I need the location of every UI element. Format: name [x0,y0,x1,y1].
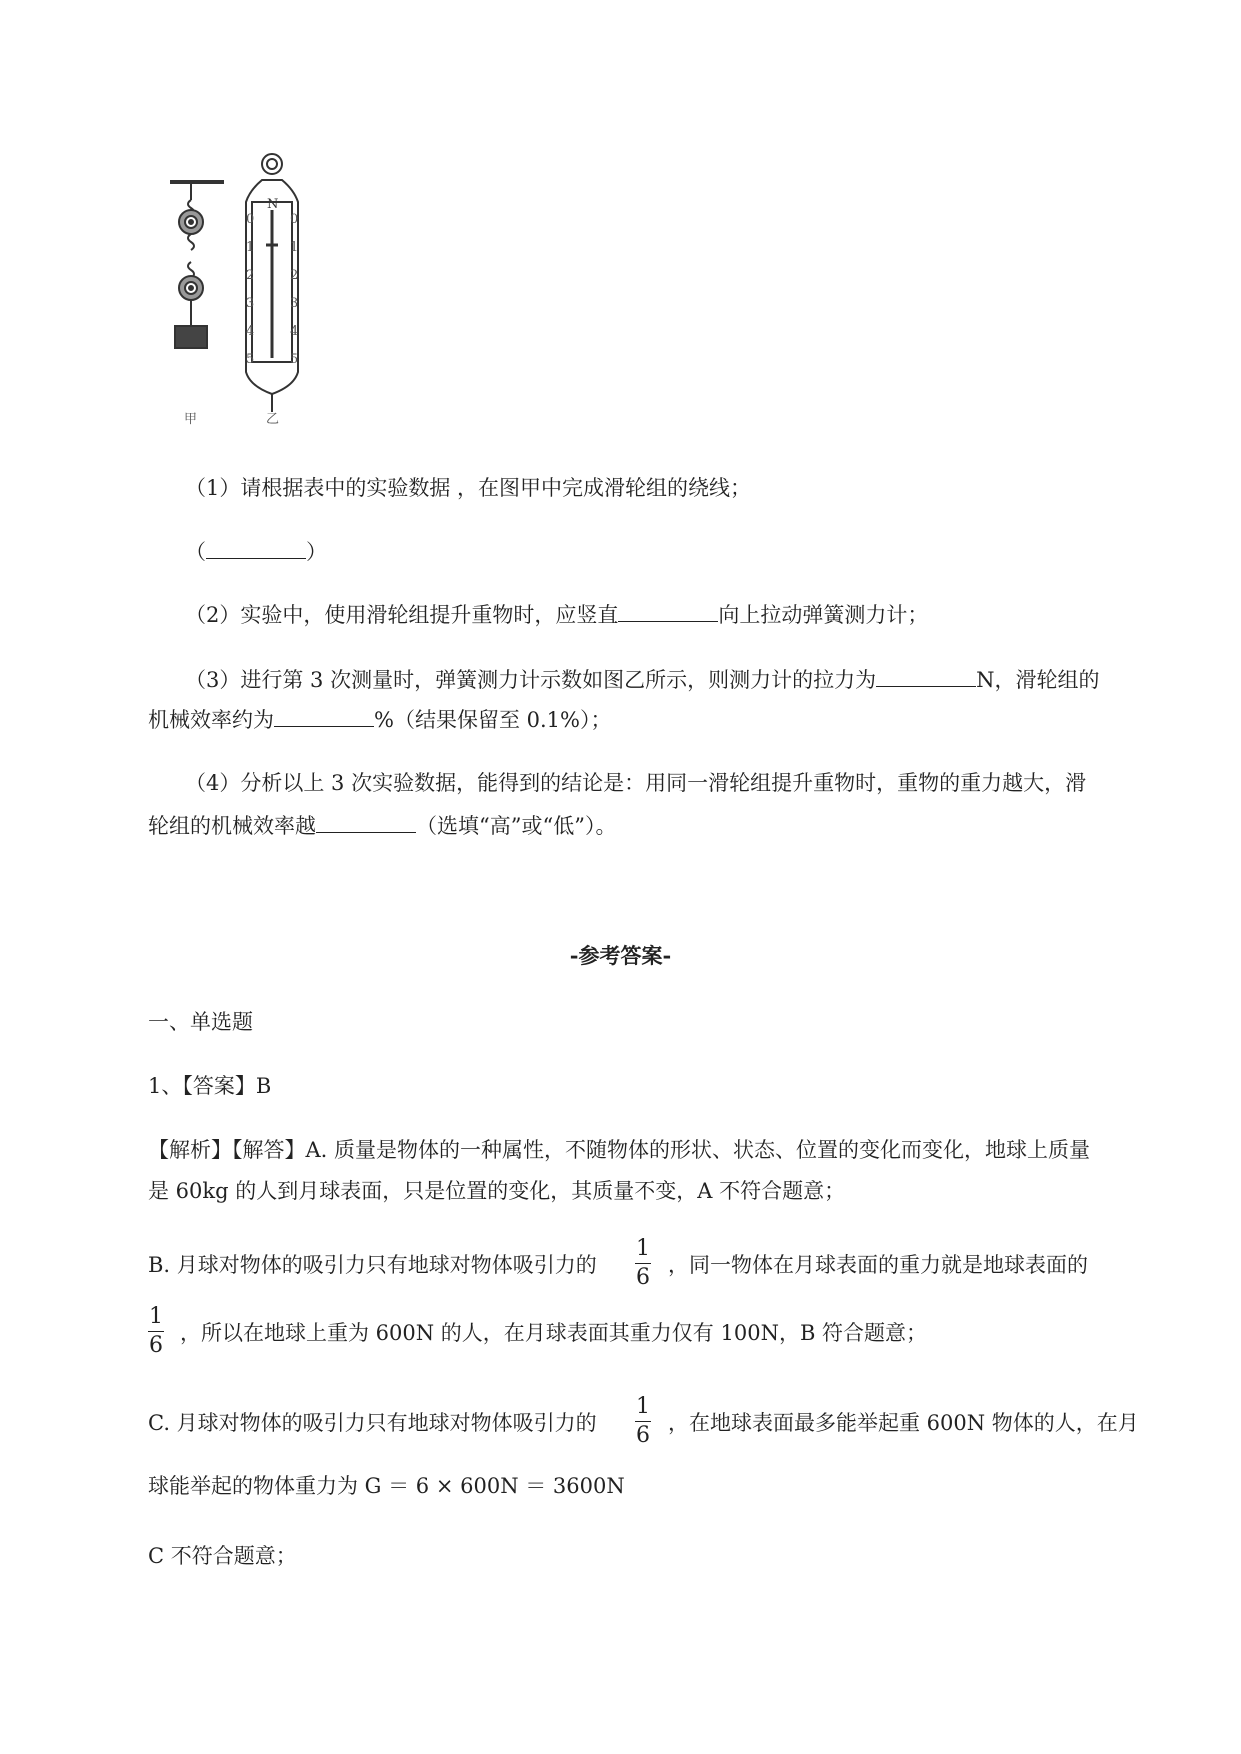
answers-title: -参考答案- [569,943,672,968]
answer-blank-3[interactable] [876,660,976,687]
tick-right-0: 0 [290,212,299,227]
tick-right-1: 1 [290,240,299,255]
answers-section-heading: 一、单选题 [148,1010,253,1034]
analysis-line-2: 是 60kg 的人到月球表面，只是位置的变化，其质量不变，A 不符合题意； [148,1179,846,1203]
fraction-one-sixth-b2 [145,1303,167,1360]
figure-label-yi: 乙 [266,412,280,427]
answer-item-1: 1、【答案】B [148,1074,272,1098]
fraction-numerator: 1 [636,1236,650,1261]
tick-left-4: 4 [246,324,255,339]
tick-left-1: 1 [246,240,255,255]
answer-blank-4[interactable] [274,700,374,727]
fraction-one-sixth-c [632,1393,654,1450]
question-3-before: （3）进行第 3 次测量时，弹簧测力计示数如图乙所示，则测力计的拉力为 [185,668,877,692]
question-2-after: 向上拉动弹簧测力计； [718,603,929,627]
fraction-denominator: 6 [636,1265,650,1290]
question-1: （1）请根据表中的实验数据 ，在图甲中完成滑轮组的绕线； [185,476,752,500]
pulley-group-jia [170,182,224,348]
analysis-line-1: 【解析】【解答】A. 质量是物体的一种属性，不随物体的形状、状态、位置的变化而变化，地球上质量 [148,1138,1091,1162]
answer-blank-2[interactable] [618,595,718,622]
question-1-answer [185,532,1185,570]
option-b-line-1-before: B. 月球对物体的吸引力只有地球对物体吸引力的 [148,1253,597,1277]
tick-right-3: 3 [290,296,299,311]
figure-label-jia: 甲 [184,412,198,427]
option-c-line-2: 球能举起的物体重力为 G ＝ 6 × 600N ＝ 3600N [148,1474,625,1498]
option-c-line-3: C 不符合题意； [148,1544,297,1568]
tick-left-5: 5 [246,352,255,367]
tick-left-3: 3 [246,296,255,311]
tick-right-5: 5 [290,352,299,367]
fraction-denominator: 6 [149,1333,163,1358]
option-b-line-2: ，所以在地球上重为 600N 的人，在月球表面其重力仅有 100N，B 符合题意； [180,1321,928,1345]
question-4-line-1: （4）分析以上 3 次实验数据，能得到的结论是：用同一滑轮组提升重物时，重物的重力越大，滑 [185,771,1087,795]
option-c-line-1-after: ，在地球表面最多能举起重 600N 物体的人，在月 [668,1411,1139,1435]
experiment-figure [170,150,350,430]
scale-unit-label: N [267,197,279,212]
question-3-line-1 [185,660,1185,698]
question-2 [185,595,1185,633]
paren-open: （ [185,540,206,564]
question-2-before: （2）实验中，使用滑轮组提升重物时，应竖直 [185,603,619,627]
answer-blank-1[interactable] [206,532,306,559]
question-3-line-2-after: %（结果保留至 0.1%）； [374,708,612,732]
fraction-numerator: 1 [149,1304,163,1329]
question-3-line-2-before: 机械效率约为 [148,708,274,732]
tick-right-2: 2 [290,268,299,283]
tick-left-2: 2 [246,268,255,283]
fraction-one-sixth-b1 [632,1235,654,1292]
option-c-line-1-before: C. 月球对物体的吸引力只有地球对物体吸引力的 [148,1411,597,1435]
paren-close: ） [306,540,327,564]
spring-scale-yi [246,154,298,412]
pulley-and-scale-drawing [170,150,350,430]
fraction-denominator: 6 [636,1423,650,1448]
question-4-line-2-after: （选填“高”或“低”）。 [416,814,617,838]
question-3-line-2 [148,700,1148,738]
question-4-line-2 [148,806,1148,844]
fraction-numerator: 1 [636,1394,650,1419]
option-b-line-1-after: ，同一物体在月球表面的重力就是地球表面的 [668,1253,1088,1277]
question-3-after: N，滑轮组的 [976,668,1100,692]
question-4-line-2-before: 轮组的机械效率越 [148,814,316,838]
tick-right-4: 4 [290,324,299,339]
answer-blank-5[interactable] [316,806,416,833]
tick-left-0: 0 [246,212,255,227]
